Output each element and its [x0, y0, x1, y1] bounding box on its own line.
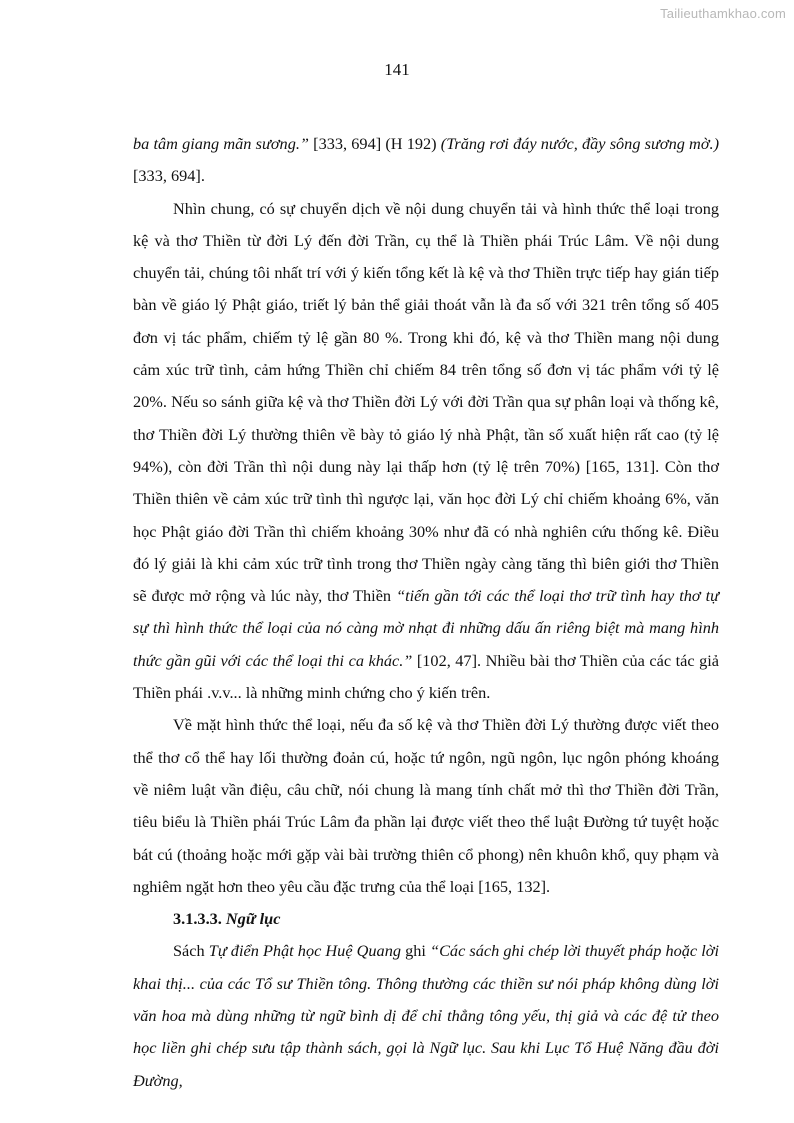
section-number: 3.1.3.3. [173, 909, 222, 929]
paragraph-text: ghi [400, 941, 431, 961]
page-number: 141 [384, 60, 410, 79]
paragraph-summary [133, 193, 719, 710]
citation: [333, 694]. [133, 166, 205, 186]
book-title: Tự điển Phật học Huệ Quang [208, 941, 401, 961]
quote-end: ba tâm giang mãn sương.” [133, 134, 309, 153]
citation: [333, 694] (H 192) [308, 134, 441, 153]
paragraph-continuation [133, 128, 719, 193]
section-heading [133, 903, 719, 935]
paragraph-form: Về mặt hình thức thể loại, nếu đa số kệ và thơ Thiền đời Lý thường được viết theo thể thơ cổ thể hay lối thường đoản cú, hoặc tứ ngôn, ngũ ngôn, lục ngôn phóng khoáng về niêm luật vần điệu, câu chữ, nói chung là mang tính chất mở thì thơ Thiền đời Trần, tiêu biểu là Thiền phái Trúc Lâm đa phần lại được viết theo thể luật Đường tứ tuyệt hoặc bát cú (thoảng hoặc mới gặp vài bài trường thiên cổ phong) nên khuôn khổ, quy phạm và nghiêm ngặt hơn theo yêu cầu đặc trưng của thể loại [165, 132]. [133, 715, 719, 896]
section-title: Ngữ lục [225, 909, 281, 929]
paragraph-text: Nhìn chung, có sự chuyển dịch về nội dung chuyển tải và hình thức thể loại trong kệ và thơ Thiền từ đời Lý đến đời Trần, cụ thể là Thiền phái Trúc Lâm. Về nội dung chuyển tải, chúng tôi nhất trí với ý kiến tổng kết là kệ và thơ Thiền trực tiếp hay gián tiếp bàn về giáo lý Phật giáo, triết lý bản thể giải thoát vẫn là đa số với 321 trên tổng số 405 đơn vị tác phẩm, chiếm tỷ lệ gần 80 %. Trong khi đó, kệ và thơ Thiền mang nội dung cảm xúc trữ tình, cảm hứng Thiền chỉ chiếm 84 trên tổng số đơn vị tác phẩm với tỷ lệ 20%. Nếu so sánh giữa kệ và thơ Thiền đời Lý với đời Trần qua sự phân loại và thống kê, thơ Thiền đời Lý thường thiên về bày tỏ giáo lý nhà Phật, tần số xuất hiện rất cao (tỷ lệ 94%), còn đời Trần thì nội dung này lại thấp hơn (tỷ lệ trên 70%) [165, 131]. Còn thơ Thiền thiên về cảm xúc trữ tình thì ngược lại, văn học đời Lý chỉ chiếm khoảng 6%, văn học Phật giáo đời Trần thì chiếm khoảng 30% như đã có nhà nghiên cứu thống kê. Điều đó lý giải là khi cảm xúc trữ tình trong thơ Thiền ngày càng tăng thì biên giới thơ Thiền sẽ được mở rộng và lúc này, thơ Thiền [133, 198, 719, 606]
translation: (Trăng rơi đáy nước, đầy sông sương mờ.) [440, 134, 719, 153]
watermark: Tailieuthamkhao.com [660, 6, 786, 21]
paragraph-text: Sách [173, 941, 209, 961]
document-body [133, 128, 719, 1097]
quote: “Các sách ghi chép lời thuyết pháp hoặc lời khai thị... của các Tổ sư Thiền tông. Thông thường các thiền sư nói pháp không dùng lời văn hoa mà dùng những từ ngữ bình dị để chỉ thẳng tông yếu, thị giả và các đệ tử theo học liền ghi chép sưu tập thành sách, gọi là Ngữ lục. Sau khi Lục Tổ Huệ Năng đầu đời Đường, [133, 941, 720, 1090]
quote: “tiến gần tới các thể loại thơ trữ tình hay thơ tự sự thì hình thức thể loại của nó càng mờ nhạt đi những dấu ấn riêng biệt mà mang hình thức gần gũi với các thể loại thi ca khác.” [133, 586, 719, 670]
paragraph-text: [102, 47]. Nhiều bài thơ Thiền của các tác giả Thiền phái .v.v... là những minh chứng cho ý kiến trên. [133, 650, 719, 703]
paragraph-ngu-luc [133, 935, 719, 1096]
